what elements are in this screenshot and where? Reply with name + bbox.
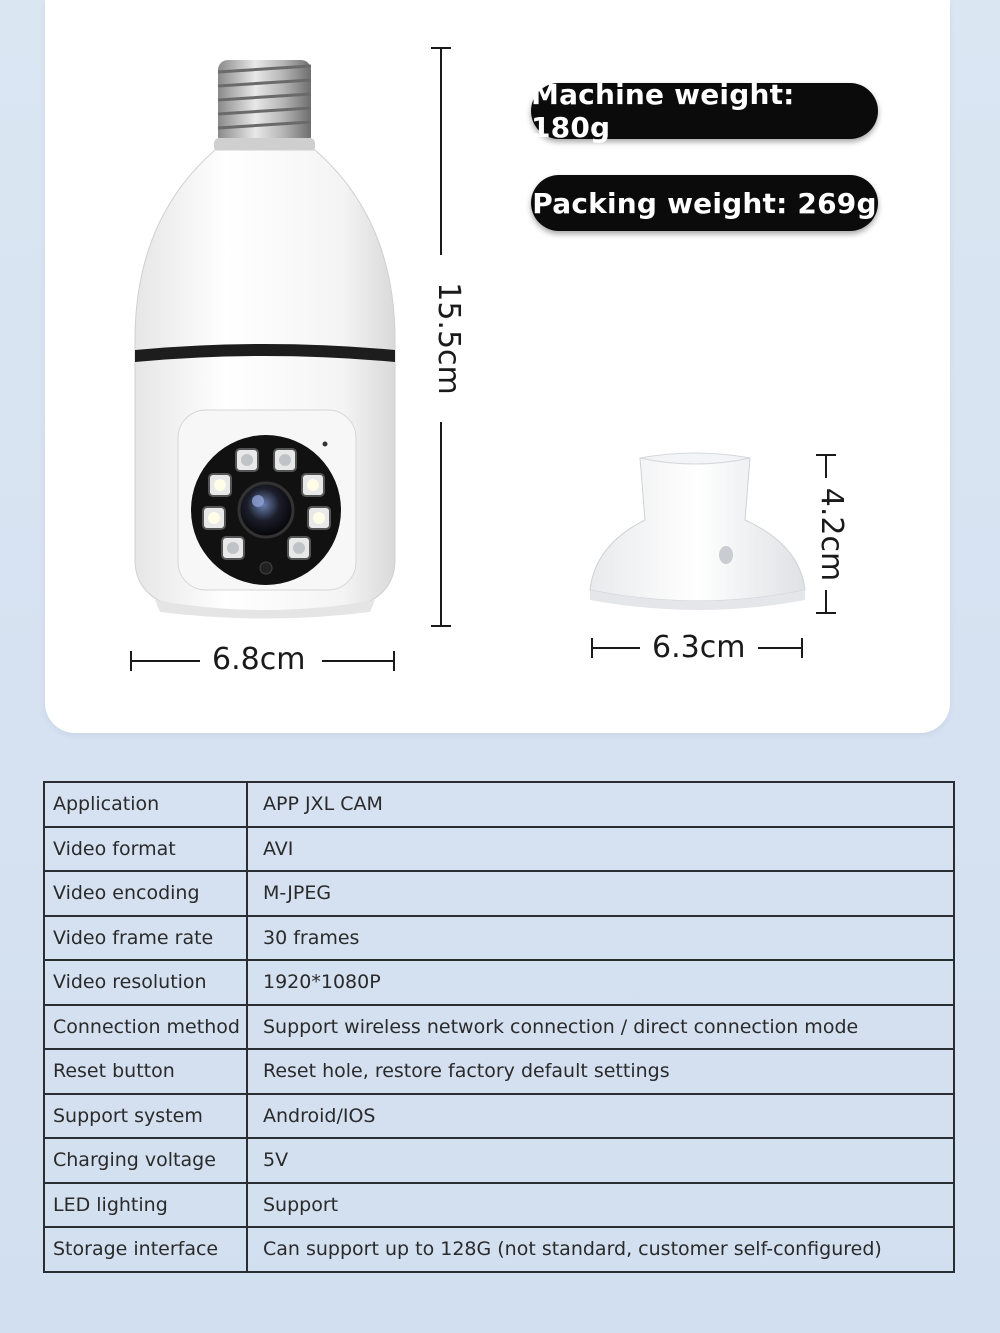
- spec-value: 1920*1080P: [247, 960, 954, 1005]
- spec-label: Video encoding: [44, 871, 247, 916]
- spec-value: AVI: [247, 827, 954, 872]
- spec-label: Connection method: [44, 1005, 247, 1050]
- camera-width-label: 6.8cm: [212, 642, 306, 677]
- spec-value: APP JXL CAM: [247, 782, 954, 827]
- specifications-table: [43, 781, 955, 1273]
- camera-height-label: 15.5cm: [430, 282, 466, 395]
- spec-value: 30 frames: [247, 916, 954, 961]
- spec-label: LED lighting: [44, 1183, 247, 1228]
- table-row: [44, 960, 954, 1005]
- spec-label: Application: [44, 782, 247, 827]
- spec-label: Reset button: [44, 1049, 247, 1094]
- spec-label: Support system: [44, 1094, 247, 1139]
- spec-value: Can support up to 128G (not standard, customer self-configured): [247, 1227, 954, 1272]
- spec-value: Support wireless network connection / direct connection mode: [247, 1005, 954, 1050]
- camera-lens-module: [191, 435, 341, 585]
- spec-value: Reset hole, restore factory default settings: [247, 1049, 954, 1094]
- table-row: [44, 1227, 954, 1272]
- bulb-screw-base: [214, 60, 315, 152]
- machine-weight-badge: Machine weight: 180g: [531, 83, 878, 139]
- table-row: [44, 871, 954, 916]
- spec-label: Storage interface: [44, 1227, 247, 1272]
- table-row: [44, 1094, 954, 1139]
- table-row: [44, 1005, 954, 1050]
- spec-value: M-JPEG: [247, 871, 954, 916]
- table-row: [44, 1049, 954, 1094]
- spec-value: Android/IOS: [247, 1094, 954, 1139]
- table-row: [44, 1138, 954, 1183]
- spec-label: Video frame rate: [44, 916, 247, 961]
- spec-label: Video format: [44, 827, 247, 872]
- spec-value: 5V: [247, 1138, 954, 1183]
- packing-weight-badge: Packing weight: 269g: [531, 175, 878, 231]
- spec-value: Support: [247, 1183, 954, 1228]
- lamp-holder-base: [590, 453, 805, 610]
- table-row: [44, 827, 954, 872]
- spec-label: Charging voltage: [44, 1138, 247, 1183]
- table-row: [44, 916, 954, 961]
- table-row: [44, 1183, 954, 1228]
- base-height-label: 4.2cm: [814, 487, 850, 582]
- table-row: [44, 782, 954, 827]
- base-width-label: 6.3cm: [652, 630, 746, 665]
- spec-label: Video resolution: [44, 960, 247, 1005]
